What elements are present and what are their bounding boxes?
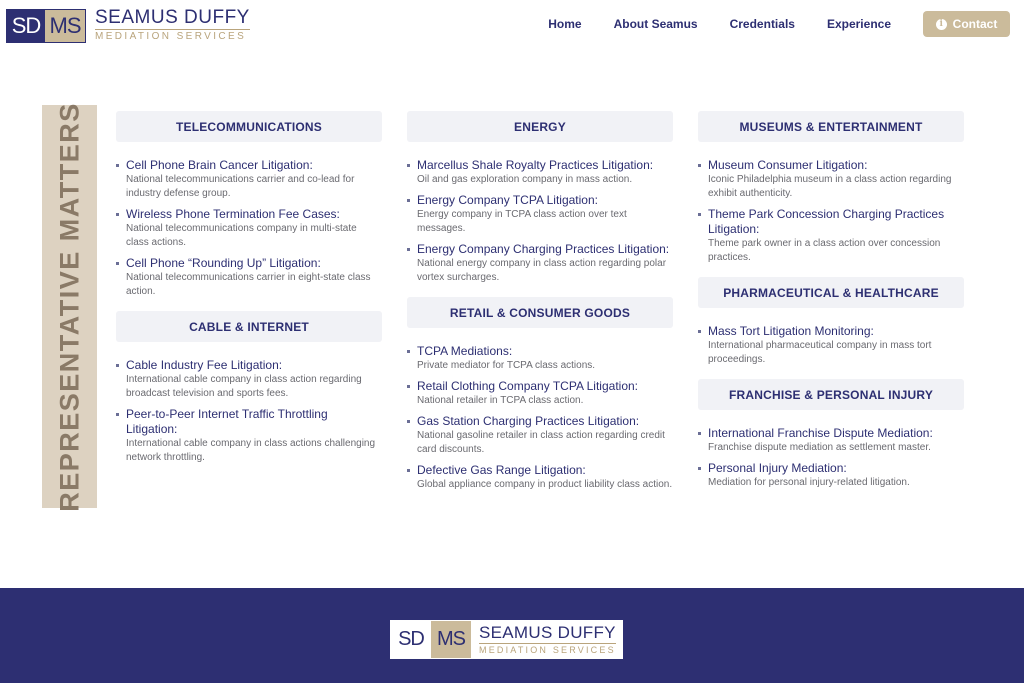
matter-title: International Franchise Dispute Mediation:	[708, 426, 933, 440]
matter-title: Retail Clothing Company TCPA Litigation:	[417, 379, 639, 393]
matter-description: Private mediator for TCPA class actions.	[417, 360, 596, 371]
list-item	[698, 324, 964, 367]
site-logo[interactable]	[6, 8, 250, 43]
footer-logo-mark	[391, 621, 471, 658]
nav-credentials[interactable]: Credentials	[729, 17, 795, 31]
matters-list	[116, 358, 382, 465]
list-item	[698, 158, 964, 201]
matter-title: TCPA Mediations:	[417, 344, 513, 358]
matters-list	[407, 344, 673, 492]
footer-logo-initials-right: MS	[431, 621, 471, 658]
matter-description: International pharmaceutical company in mass tort proceedings.	[708, 340, 932, 365]
matter-description: National retailer in TCPA class action.	[417, 395, 584, 406]
matter-title: Wireless Phone Termination Fee Cases:	[126, 207, 340, 221]
logo-name: SEAMUS DUFFY	[95, 7, 250, 28]
category-heading: PHARMACEUTICAL & HEALTHCARE	[698, 277, 964, 308]
site-header	[0, 0, 1024, 50]
footer-logo[interactable]	[390, 620, 623, 659]
matter-title: Peer-to-Peer Internet Traffic Throttling Litigation:	[126, 407, 328, 436]
matters-list	[698, 426, 964, 490]
category-heading: CABLE & INTERNET	[116, 311, 382, 342]
matter-title: Energy Company TCPA Litigation:	[417, 193, 598, 207]
nav-about-seamus[interactable]: About Seamus	[613, 17, 698, 31]
list-item	[407, 414, 673, 457]
list-item	[407, 344, 673, 373]
info-icon: i	[936, 19, 947, 30]
site-footer	[0, 588, 1024, 683]
matters-column-2	[407, 111, 673, 504]
list-item	[407, 242, 673, 285]
matter-title: Marcellus Shale Royalty Practices Litigation:	[417, 158, 654, 172]
matter-description: National telecommunications carrier and co-lead for industry defense group.	[126, 174, 355, 199]
footer-logo-subtitle: MEDIATION SERVICES	[479, 644, 616, 655]
category-heading: MUSEUMS & ENTERTAINMENT	[698, 111, 964, 142]
matter-title: Defective Gas Range Litigation:	[417, 463, 586, 477]
list-item	[116, 358, 382, 401]
list-item	[116, 407, 382, 465]
matter-title: Cell Phone Brain Cancer Litigation:	[126, 158, 313, 172]
logo-initials-right: MS	[45, 10, 85, 42]
matter-title: Cable Industry Fee Litigation:	[126, 358, 283, 372]
category-heading: RETAIL & CONSUMER GOODS	[407, 297, 673, 328]
list-item	[116, 207, 382, 250]
footer-logo-name: SEAMUS DUFFY	[479, 622, 616, 642]
matter-description: Franchise dispute mediation as settlement master.	[708, 442, 931, 453]
list-item	[116, 256, 382, 299]
matter-description: Theme park owner in a class action over concession practices.	[708, 238, 941, 263]
matters-column-3	[698, 111, 964, 502]
matter-title: Gas Station Charging Practices Litigation:	[417, 414, 640, 428]
matter-description: National energy company in class action regarding polar vortex surcharges.	[417, 258, 667, 283]
list-item	[407, 379, 673, 408]
matter-description: International cable company in class action regarding broadcast television and sports fees.	[126, 374, 362, 399]
list-item	[407, 463, 673, 492]
matter-description: National gasoline retailer in class action regarding credit card discounts.	[417, 430, 665, 455]
matters-list	[116, 158, 382, 299]
list-item	[116, 158, 382, 201]
list-item	[698, 207, 964, 265]
matter-description: National telecommunications company in multi-state class actions.	[126, 223, 357, 248]
matter-title: Cell Phone “Rounding Up” Litigation:	[126, 256, 321, 270]
list-item	[407, 158, 673, 187]
banner-label: REPRESENTATIVE MATTERS	[54, 101, 84, 512]
category-heading: ENERGY	[407, 111, 673, 142]
category-heading: TELECOMMUNICATIONS	[116, 111, 382, 142]
footer-logo-initials-left: SD	[391, 621, 431, 658]
matter-description: Iconic Philadelphia museum in a class action regarding exhibit authenticity.	[708, 174, 952, 199]
matters-list	[698, 158, 964, 265]
matter-description: Oil and gas exploration company in mass action.	[417, 174, 633, 185]
contact-label: Contact	[952, 17, 998, 31]
category-heading: FRANCHISE & PERSONAL INJURY	[698, 379, 964, 410]
matters-list	[407, 158, 673, 285]
logo-mark	[6, 9, 86, 43]
logo-text	[95, 8, 250, 43]
nav-home[interactable]: Home	[548, 17, 582, 31]
contact-button[interactable]	[923, 11, 1010, 37]
matter-description: Energy company in TCPA class action over text messages.	[417, 209, 627, 234]
matter-description: Mediation for personal injury-related litigation.	[708, 477, 910, 488]
nav-experience[interactable]: Experience	[826, 17, 891, 31]
matter-title: Energy Company Charging Practices Litigation:	[417, 242, 670, 256]
matter-description: International cable company in class actions challenging network throttling.	[126, 438, 376, 463]
matter-title: Mass Tort Litigation Monitoring:	[708, 324, 874, 338]
matter-title: Theme Park Concession Charging Practices Litigation:	[708, 207, 945, 236]
footer-logo-text	[471, 621, 622, 658]
matter-title: Museum Consumer Litigation:	[708, 158, 868, 172]
logo-initials-left: SD	[7, 10, 45, 42]
list-item	[698, 426, 964, 455]
matter-description: National telecommunications carrier in eight-state class action.	[126, 272, 371, 297]
matter-title: Personal Injury Mediation:	[708, 461, 847, 475]
list-item	[407, 193, 673, 236]
list-item	[698, 461, 964, 490]
matters-list	[698, 324, 964, 367]
matter-description: Global appliance company in product liability class action.	[417, 479, 673, 490]
matters-column-1	[116, 111, 382, 477]
representative-matters-banner	[42, 101, 97, 512]
main-nav	[548, 11, 1010, 37]
logo-subtitle: MEDIATION SERVICES	[95, 29, 250, 43]
